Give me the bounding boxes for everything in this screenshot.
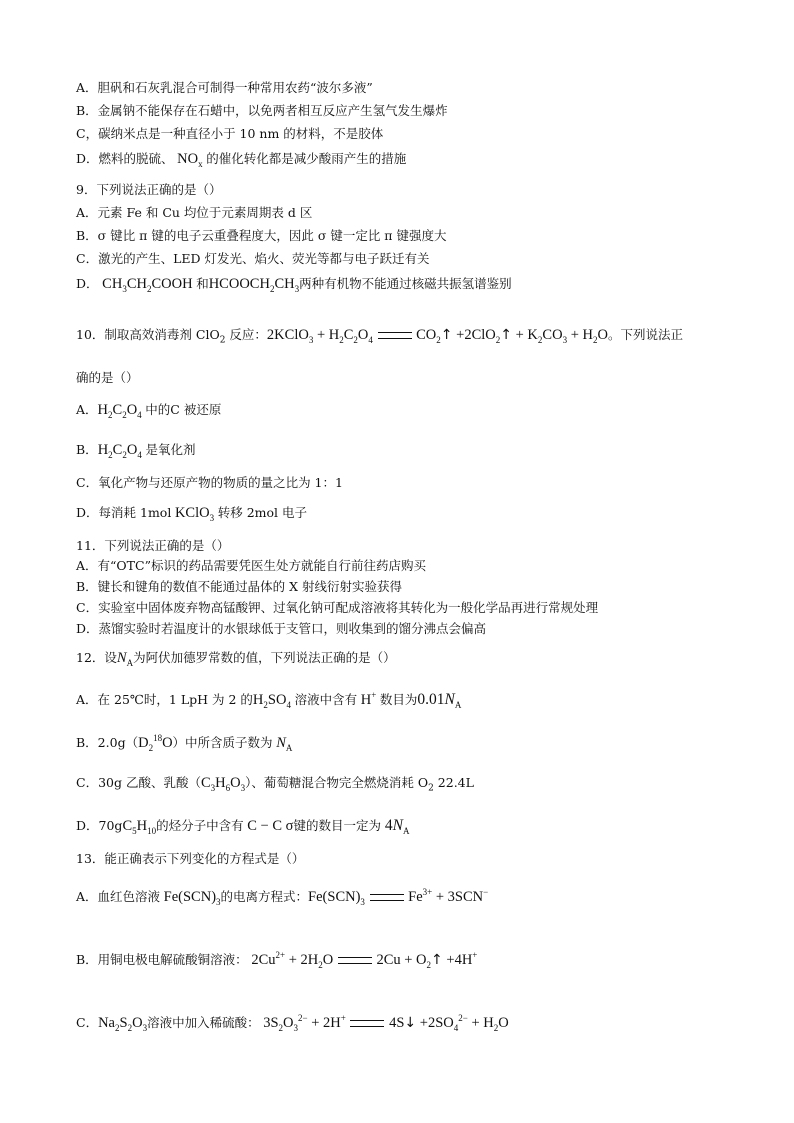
q13-option-b: B．用铜电极电解硫酸铜溶液： $2Cu^{2+} + 2H_2O$ $2Cu + O_2↑ +4H^+$ [76,950,478,970]
q12-option-d: D．$70gC_5H_{10}$的烃分子中含有 C − C σ键的数目一定为 $4N_A$ [76,817,410,837]
q11-option-a: A．有“OTC”标识的药品需要凭医生处方就能自行前往药店购买 [76,558,426,573]
q8-option-b: B．金属钠不能保存在石蜡中，以免两者相互反应产生氢气发生爆炸 [76,103,448,118]
q9-option-b: B．σ 键比 π 键的电子云重叠程度大，因此 σ 键一定比 π 键强度大 [76,228,447,243]
q10-option-b: B．$H_2C_2O_4$ 是氧化剂 [76,442,196,460]
q13-option-a: A．血红色溶液 $Fe(SCN)_3$的电离方程式：$Fe(SCN)_3$ $Fe^{3+} + 3SCN^-$ [76,887,489,907]
q12-option-c: C．30g 乙酸、乳酸$(C_3H_6O_3)$、葡萄糖混合物完全燃烧消耗 $O_2$ 22.4L [76,775,474,794]
q11-option-b: B．键长和键角的数值不能通过晶体的 X 射线衍射实验获得 [76,579,403,594]
kclo3-formula: KClO$_3$ [171,505,215,523]
q8-option-d: D．燃料的脱硫、 $NO_x$ 的催化转化都是减少酸雨产生的措施 [76,151,407,169]
q13-c-equation: $3S_2O_3^{2-} + 2H^+$ 4S↓ $+2SO_4^{2-} + H_2O$ [259,1013,509,1033]
q9-option-c: C．激光的产生、LED 灯发光、焰火、荧光等都与电子跃迁有关 [76,251,430,266]
q11-option-c: C．实验室中固体废弃物高锰酸钾、过氧化钠可配成溶液将其转化为一般化学品再进行常规处理 [76,600,599,615]
q11-option-d: D．蒸馏实验时若温度计的水银球低于支管口，则收集到的馏分沸点会偏高 [76,621,487,636]
q10-stem-line2: 确的是（） [76,370,139,385]
q13-option-c: C．$Na_2S_2O_3$溶液中加入稀硫酸： $3S_2O_3^{2-} + 2H^+$ 4S↓ $+2SO_4^{2-} + H_2O$ [76,1013,509,1033]
q13-stem: 13．能正确表示下列变化的方程式是（） [76,851,305,866]
avogadro-symbol: $N_A$ [116,650,134,668]
cc-sigma-bond: C − C σ [243,818,294,834]
q10-option-a: A．$H_2C_2O_4$ 中的C 被还原 [76,402,222,420]
q10-option-c: C．氧化产物与还原产物的物质的量之比为 1：1 [76,475,343,490]
q9-option-d: D． $CH_3CH_2COOH$ 和$HCOOCH_2CH_3$两种有机物不能通过核磁共振氢谱鉴别 [76,276,512,294]
sodium-thiosulfate-formula: $Na_2S_2O_3$ [98,1015,148,1033]
oxalic-acid-formula: $H_2C_2O_4$ [97,442,142,460]
heavy-water-formula: $D_2^{18}O$ [138,733,173,753]
ethyl-formate-formula: $HCOOCH_2CH_3$ [208,276,300,294]
q12-option-b: B．$2.0g(D_2^{18}O)$中所含质子数为 $N_A$ [76,733,293,753]
q10-reaction-equation: 2KClO$_3$ + $H_2C_2O_4$ $CO_2↑$ +2ClO$_2$↑ + $K_2CO_3 + H_2O$ [266,327,608,345]
sulfuric-acid-formula: $H_2SO_4$ [252,692,291,710]
q10-stem: 10．制取高效消毒剂 ClO$_2$ 反应：2KClO$_3$ + $H_2C_2O_4$ $CO_2↑$ +2ClO$_2$↑ + $K_2CO_3 + H_2O$。下列说法正 [76,327,683,346]
oxalic-acid-formula: $H_2C_2O_4$ [97,402,142,420]
q12-stem: 12．设$N_A$为阿伏加德罗常数的值，下列说法正确的是（） [76,650,396,668]
q11-stem: 11．下列说法正确的是（） [76,538,230,553]
q8-option-a: A．胆矾和石灰乳混合可制得一种常用农药“波尔多液” [76,80,373,95]
q8-option-c: C，碳纳米点是一种直径小于 10 nm 的材料，不是胶体 [76,126,384,141]
hydrogen-ion-formula: H+ [357,690,377,708]
c5h10-formula: $C_5H_{10}$ [122,818,157,836]
propanoic-acid-formula: $CH_3CH_2COOH$ [98,276,197,294]
avogadro-symbol: $N_A$ [276,735,293,753]
q9-stem: 9．下列说法正确的是（） [76,182,222,197]
q12-option-a: A．在 25℃时，1 LpH 为 2 的$H_2SO_4$ 溶液中含有 H+ 数目为$0.01N_A$ [76,690,462,711]
q12-a-value: $0.01N_A$ [417,691,462,711]
q10-option-d: D．每消耗 1mol KClO$_3$ 转移 2mol 电子 [76,505,308,523]
iron-thiocyanate-formula: $Fe(SCN)_3$ [160,889,221,907]
q13-b-equation: $2Cu^{2+} + 2H_2O$ $2Cu + O_2↑ +4H^+$ [247,950,478,970]
q9-option-a: A．元素 Fe 和 Cu 均位于元素周期表 d 区 [76,205,313,220]
q13-a-equation: $Fe(SCN)_3$ $Fe^{3+} + 3SCN^-$ [308,887,489,907]
nox-formula: $NO_x$ [177,151,203,169]
lactic-acid-formula: $C_3H_6O_3$ [200,775,246,793]
q12-d-value: $4N_A$ [380,817,410,837]
